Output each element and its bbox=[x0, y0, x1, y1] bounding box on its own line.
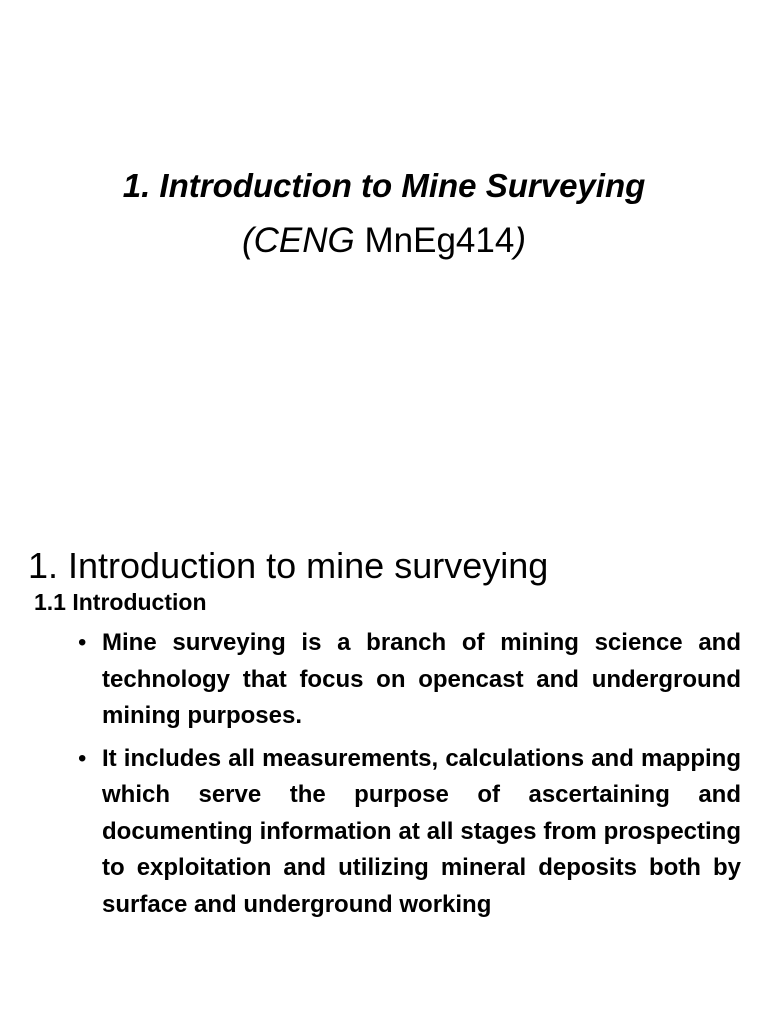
bullet-list bbox=[78, 625, 741, 923]
section-heading: 1. Introduction to mine surveying bbox=[28, 545, 549, 586]
subsection-heading: 1.1 Introduction bbox=[34, 589, 207, 615]
bullet-text: It includes all measurements, calculations and mapping which serve the purpose of ascertaining and documenting information at all stages from prospecting to exploitation and utilizing mineral deposits both by surface and underground working bbox=[102, 744, 741, 918]
bullet-item bbox=[78, 741, 741, 924]
title-slide bbox=[0, 0, 768, 480]
bullet-item bbox=[78, 625, 741, 735]
content-slide bbox=[0, 480, 768, 1024]
course-department: CENG bbox=[253, 221, 355, 260]
bullet-icon: • bbox=[78, 744, 87, 772]
course-open-paren: ( bbox=[242, 221, 254, 260]
bullet-icon: • bbox=[78, 629, 87, 656]
bullet-text: Mine surveying is a branch of mining science and technology that focus on opencast and underground mining purposes. bbox=[102, 629, 741, 729]
course-number: MnEg414 bbox=[354, 221, 515, 260]
slide-title: 1. Introduction to Mine Surveying bbox=[122, 167, 646, 204]
course-close-paren: ) bbox=[514, 221, 526, 260]
course-code bbox=[0, 219, 768, 263]
